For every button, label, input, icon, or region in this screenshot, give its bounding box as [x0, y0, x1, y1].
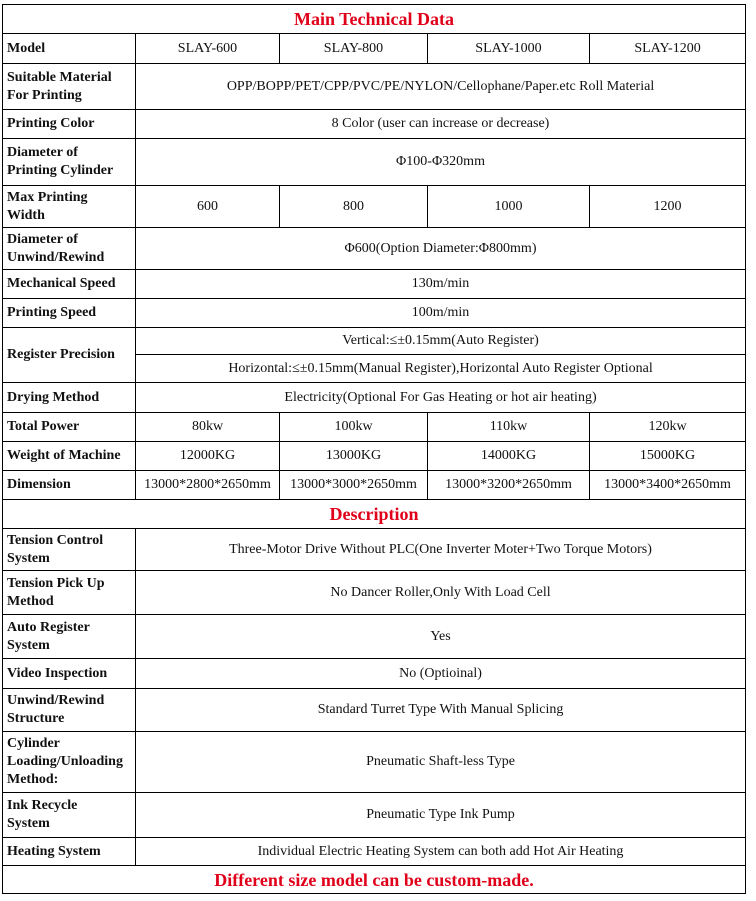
printing-color-row [3, 110, 746, 139]
register-vertical-value: Vertical:≤±0.15mm(Auto Register) [136, 328, 746, 355]
cylinder-loading-value: Pneumatic Shaft-less Type [136, 732, 746, 793]
dimension-label: Dimension [3, 471, 136, 500]
main-technical-data-title: Main Technical Data [3, 5, 746, 34]
weight-label: Weight of Machine [3, 442, 136, 471]
video-inspection-row [3, 659, 746, 689]
tension-pickup-value: No Dancer Roller,Only With Load Cell [136, 571, 746, 615]
model-label: Model [3, 34, 136, 64]
drying-method-row [3, 383, 746, 413]
model-row [3, 34, 746, 64]
technical-data-table [2, 4, 746, 894]
register-precision-label: Register Precision [3, 328, 136, 383]
dimension-cell: 13000*3400*2650mm [590, 471, 746, 500]
ink-recycle-row [3, 793, 746, 838]
register-precision-row [3, 328, 746, 355]
dimension-row [3, 471, 746, 500]
material-value: OPP/BOPP/PET/CPP/PVC/PE/NYLON/Cellophane/Paper.etc Roll Material [136, 64, 746, 110]
model-cell: SLAY-1200 [590, 34, 746, 64]
max-width-label: Max Printing Width [3, 186, 136, 228]
unwind-diameter-value: Φ600(Option Diameter:Φ800mm) [136, 228, 746, 270]
weight-cell: 12000KG [136, 442, 280, 471]
drying-method-label: Drying Method [3, 383, 136, 413]
video-inspection-value: No (Optioinal) [136, 659, 746, 689]
video-inspection-label: Video Inspection [3, 659, 136, 689]
printing-speed-row [3, 299, 746, 328]
printing-color-value: 8 Color (user can increase or decrease) [136, 110, 746, 139]
weight-cell: 15000KG [590, 442, 746, 471]
unwind-structure-value: Standard Turret Type With Manual Splicing [136, 689, 746, 732]
dimension-cell: 13000*2800*2650mm [136, 471, 280, 500]
printing-color-label: Printing Color [3, 110, 136, 139]
custom-made-note: Different size model can be custom-made. [3, 866, 746, 894]
weight-row [3, 442, 746, 471]
unwind-diameter-label: Diameter of Unwind/Rewind [3, 228, 136, 270]
unwind-structure-row [3, 689, 746, 732]
tension-control-label: Tension Control System [3, 529, 136, 571]
tension-control-row [3, 529, 746, 571]
auto-register-label: Auto Register System [3, 615, 136, 659]
printing-speed-label: Printing Speed [3, 299, 136, 328]
cylinder-diameter-row [3, 139, 746, 186]
ink-recycle-value: Pneumatic Type Ink Pump [136, 793, 746, 838]
cylinder-diameter-value: Φ100-Φ320mm [136, 139, 746, 186]
description-title: Description [3, 500, 746, 529]
max-width-cell: 1200 [590, 186, 746, 228]
model-cell: SLAY-800 [280, 34, 428, 64]
model-cell: SLAY-1000 [428, 34, 590, 64]
material-label: Suitable Material For Printing [3, 64, 136, 110]
printing-speed-value: 100m/min [136, 299, 746, 328]
cylinder-loading-label: Cylinder Loading/Unloading Method: [3, 732, 136, 793]
auto-register-value: Yes [136, 615, 746, 659]
unwind-structure-label: Unwind/Rewind Structure [3, 689, 136, 732]
total-power-label: Total Power [3, 413, 136, 442]
register-horizontal-value: Horizontal:≤±0.15mm(Manual Register),Horizontal Auto Register Optional [136, 355, 746, 383]
unwind-diameter-row [3, 228, 746, 270]
section-header-row [3, 500, 746, 529]
total-power-cell: 120kw [590, 413, 746, 442]
ink-recycle-label: Ink Recycle System [3, 793, 136, 838]
total-power-cell: 80kw [136, 413, 280, 442]
tension-control-value: Three-Motor Drive Without PLC(One Inverter Moter+Two Torque Motors) [136, 529, 746, 571]
section-header-row [3, 5, 746, 34]
total-power-cell: 110kw [428, 413, 590, 442]
material-row [3, 64, 746, 110]
dimension-cell: 13000*3000*2650mm [280, 471, 428, 500]
weight-cell: 14000KG [428, 442, 590, 471]
weight-cell: 13000KG [280, 442, 428, 471]
max-width-cell: 1000 [428, 186, 590, 228]
cylinder-loading-row [3, 732, 746, 793]
tension-pickup-label: Tension Pick Up Method [3, 571, 136, 615]
heating-system-value: Individual Electric Heating System can both add Hot Air Heating [136, 838, 746, 866]
drying-method-value: Electricity(Optional For Gas Heating or hot air heating) [136, 383, 746, 413]
dimension-cell: 13000*3200*2650mm [428, 471, 590, 500]
max-width-row [3, 186, 746, 228]
heating-system-label: Heating System [3, 838, 136, 866]
model-cell: SLAY-600 [136, 34, 280, 64]
max-width-cell: 800 [280, 186, 428, 228]
cylinder-diameter-label: Diameter of Printing Cylinder [3, 139, 136, 186]
total-power-cell: 100kw [280, 413, 428, 442]
footer-row [3, 866, 746, 894]
tension-pickup-row [3, 571, 746, 615]
heating-system-row [3, 838, 746, 866]
mechanical-speed-row [3, 270, 746, 299]
mechanical-speed-label: Mechanical Speed [3, 270, 136, 299]
max-width-cell: 600 [136, 186, 280, 228]
mechanical-speed-value: 130m/min [136, 270, 746, 299]
auto-register-row [3, 615, 746, 659]
total-power-row [3, 413, 746, 442]
